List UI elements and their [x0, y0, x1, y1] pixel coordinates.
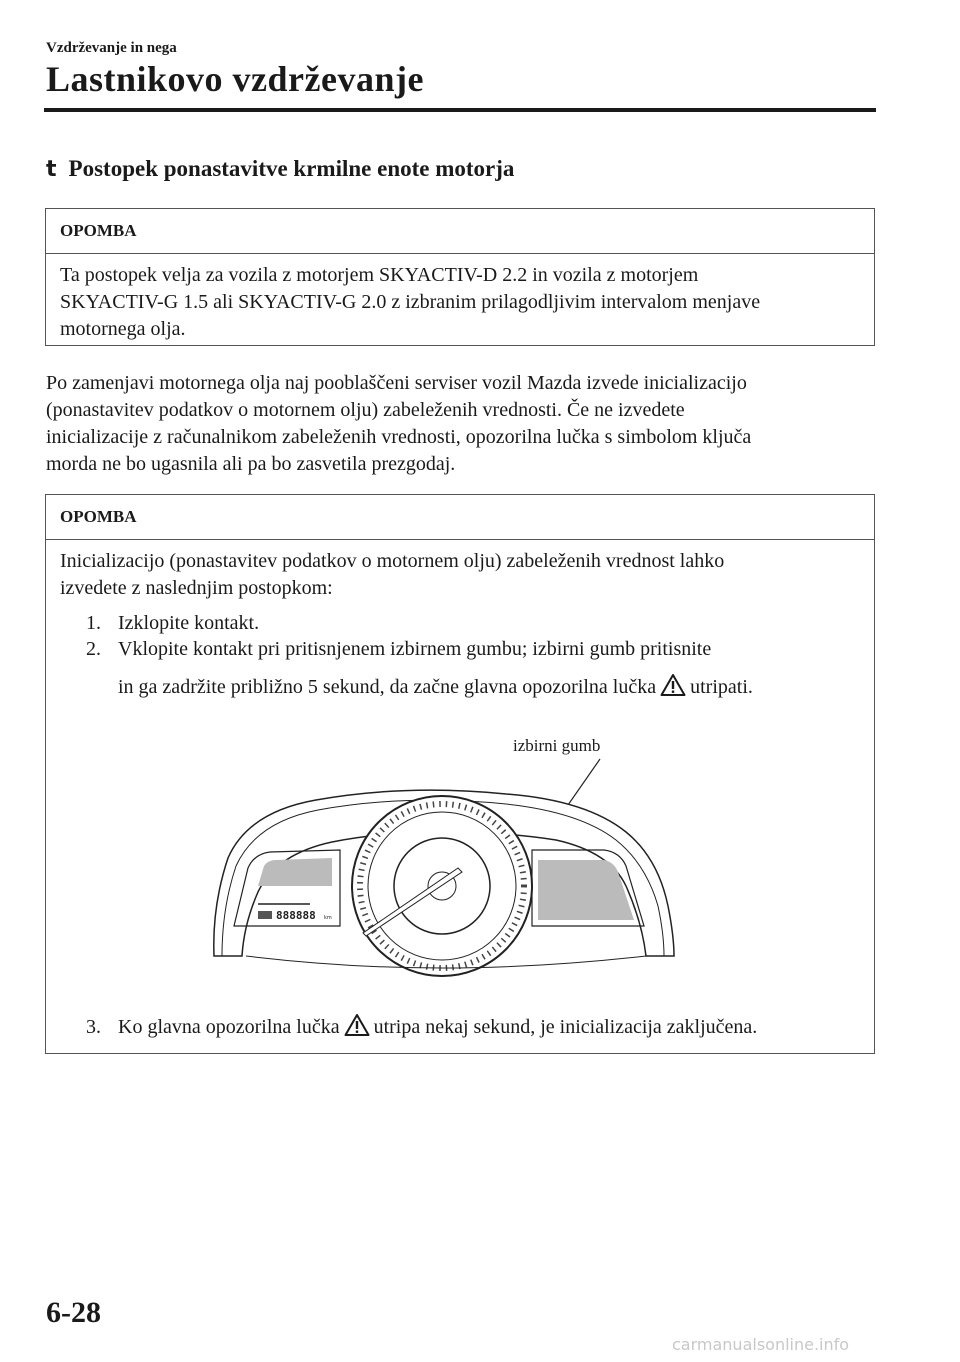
odometer-readout: 888888	[276, 909, 316, 922]
section-heading	[46, 156, 514, 182]
step-text: utripati.	[690, 676, 753, 698]
breadcrumb: Vzdrževanje in nega	[46, 40, 177, 56]
paragraph-line: (ponastavitev podatkov o motornem olju) zabeleženih vrednosti. Če ne izvedete	[46, 399, 685, 421]
note-line: motornega olja.	[60, 318, 186, 340]
paragraph-line: inicializacije z računalnikom zabeleženih vrednosti, opozorilna lučka s simbolom ključa	[46, 426, 752, 448]
instrument-cluster-illustration	[206, 756, 686, 991]
note-line: izvedete z naslednjim postopkom:	[60, 577, 333, 599]
note-label: OPOMBA	[46, 209, 874, 254]
step-3	[86, 1013, 757, 1043]
warning-triangle-icon	[344, 1013, 370, 1043]
odometer-unit: km	[324, 915, 332, 921]
step-2	[86, 638, 711, 661]
step-text: in ga zadržite približno 5 sekund, da začne glavna opozorilna lučka	[118, 676, 657, 698]
title-divider	[44, 108, 876, 112]
note-body	[46, 540, 874, 614]
step-text: Ko glavna opozorilna lučka	[118, 1016, 340, 1038]
paragraph-line: morda ne bo ugasnila ali pa bo zasvetila prezgodaj.	[46, 453, 456, 475]
step-number: 2.	[86, 638, 101, 660]
body-paragraph	[46, 370, 876, 478]
step-text: utripa nekaj sekund, je inicializacija zaključena.	[373, 1016, 758, 1038]
warning-triangle-icon	[660, 673, 686, 703]
note-line: SKYACTIV-G 1.5 ali SKYACTIV-G 2.0 z izbranim prilagodljivim intervalom menjave	[60, 291, 761, 313]
note-line: Ta postopek velja za vozila z motorjem SKYACTIV-D 2.2 in vozila z motorjem	[60, 264, 699, 286]
section-heading-text: Postopek ponastavitve krmilne enote motorja	[68, 156, 515, 181]
step-text: Vklopite kontakt pri pritisnjenem izbirnem gumbu; izbirni gumb pritisnite	[118, 638, 712, 660]
note-body	[46, 254, 874, 355]
note-line: Inicializacijo (ponastavitev podatkov o motornem olju) zabeleženih vrednost lahko	[60, 550, 725, 572]
step-number: 3.	[86, 1016, 101, 1038]
section-bullet: t	[46, 157, 57, 182]
page-title: Lastnikovo vzdrževanje	[46, 59, 424, 99]
step-1	[86, 612, 259, 635]
watermark: carmanualsonline.info	[672, 1335, 850, 1354]
step-text: Izklopite kontakt.	[118, 612, 260, 634]
page-number: 6-28	[46, 1296, 101, 1329]
note-box-1	[45, 208, 875, 346]
step-2-continuation	[118, 673, 753, 703]
note-label: OPOMBA	[46, 495, 874, 540]
step-number: 1.	[86, 612, 101, 634]
paragraph-line: Po zamenjavi motornega olja naj pooblaščeni serviser vozil Mazda izvede inicializacijo	[46, 372, 747, 394]
callout-label: izbirni gumb	[513, 736, 601, 755]
